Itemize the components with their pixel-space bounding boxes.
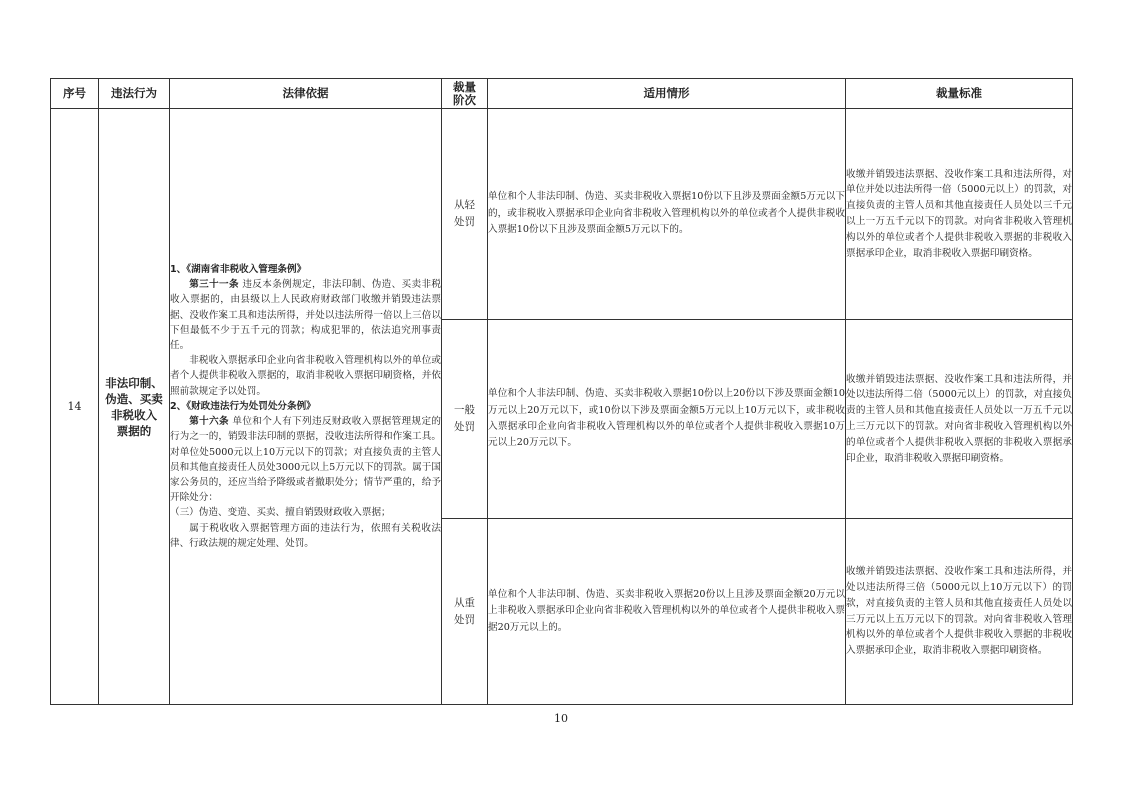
- law1-article-text: 违反本条例规定，非法印制、伪造、买卖非税收入票据的，由县级以上人民政府财政部门收缴并销毁违法票据、没收作案工具和违法所得，并处以违法所得一倍以上三倍以下但最低不少于五千元的罚款；构成犯罪的，依法追究刑事责任。: [170, 279, 441, 352]
- header-row: [51, 79, 1073, 109]
- situation-general: 单位和个人非法印制、伪造、买卖非税收入票据10份以上20份以下涉及票面金额10万元以上20万元以下，或10份以下涉及票面金额5万元以上10万元以下，或非税收入票据承印企业向省非税收入管理机构以外的单位或者个人提供非税收入票据10万元以上20万元以下。: [488, 320, 846, 519]
- law2-article-label: 第十六条: [189, 416, 229, 428]
- header-act: 违法行为: [99, 79, 170, 109]
- standard-general: 收缴并销毁违法票据、没收作案工具和违法所得，并处以违法所得二倍（5000元以上）的罚款，对直接负责的主管人员和其他直接责任人员处以一万五千元以上三万元以下的罚款。对向省非税收入管理机构以外的单位或者个人提供非税收入票据的非税收入票据承印企业，取消非税收入票据印刷资格。: [846, 320, 1073, 519]
- law1-article-label: 第三十一条: [189, 279, 239, 291]
- legal-basis: [170, 109, 442, 705]
- law1-para2: 非税收入票据承印企业向省非税收入管理机构以外的单位或者个人提供非税收入票据的，取消非税收入票据印刷资格，并依照前款规定予以处罚。: [170, 355, 441, 397]
- standard-lenient: 收缴并销毁违法票据、没收作案工具和违法所得，对单位并处以违法所得一倍（5000元以上）的罚款，对直接负责的主管人员和其他直接责任人员处以三千元以上一万五千元以下的罚款。对向省非税收入管理机构以外的单位或者个人提供非税收入票据的非税收入票据承印企业，取消非税收入票据印刷资格。: [846, 109, 1073, 320]
- level-lenient: 从轻 处罚: [442, 109, 488, 320]
- table-row-level-1: [51, 109, 1073, 320]
- level-severe: 从重 处罚: [442, 519, 488, 705]
- violation-act: 非法印制、 伪造、买卖 非税收入 票据的: [99, 109, 170, 705]
- law2-title: 2、《财政违法行为处罚处分条例》: [170, 400, 316, 412]
- header-no: 序号: [51, 79, 99, 109]
- row-number: 14: [51, 109, 99, 705]
- law2-article-text: 单位和个人有下列违反财政收入票据管理规定的行为之一的，销毁非法印制的票据，没收违法所得和作案工具。对单位处5000元以上10万元以下的罚款；对直接负责的主管人员和其他直接责任人员处3000元以上5万元以下的罚款。属于国家公务员的，还应当给予降级或者撤职处分；情节严重的，给予开除处分：: [170, 416, 441, 504]
- law1-title: 1、《湖南省非税收入管理条例》: [170, 264, 307, 276]
- level-general: 一般 处罚: [442, 320, 488, 519]
- header-law: 法律依据: [170, 79, 442, 109]
- situation-lenient: 单位和个人非法印制、伪造、买卖非税收入票据10份以下且涉及票面金额5万元以下的，或非税收入票据承印企业向省非税收入管理机构以外的单位或者个人提供非税收入票据10份以下且涉及票面金额5万元以下的。: [488, 109, 846, 320]
- header-situation: 适用情形: [488, 79, 846, 109]
- law2-item3: （三）伪造、变造、买卖、擅自销毁财政收入票据；: [170, 507, 391, 519]
- header-standard: 裁量标准: [846, 79, 1073, 109]
- penalty-discretion-table: [50, 78, 1073, 705]
- law2-article: [170, 414, 441, 505]
- situation-severe: 单位和个人非法印制、伪造、买卖非税收入票据20份以上且涉及票面金额20万元以上非税收入票据承印企业向省非税收入管理机构以外的单位或者个人提供非税收入票据20万元以上的。: [488, 519, 846, 705]
- header-level: 裁量 阶次: [442, 79, 488, 109]
- standard-severe: 收缴并销毁违法票据、没收作案工具和违法所得，并处以违法所得三倍（5000元以上10万元以下）的罚款，对直接负责的主管人员和其他直接责任人员处以三万元以上五万元以下的罚款。对向省非税收入管理机构以外的单位或者个人提供非税收入票据的非税收入票据承印企业，取消非税收入票据印刷资格。: [846, 519, 1073, 705]
- law1-article: [170, 277, 441, 353]
- page-number: 10: [554, 712, 568, 725]
- law2-para2: 属于税收收入票据管理方面的违法行为，依照有关税收法律、行政法规的规定处理、处罚。: [170, 522, 441, 549]
